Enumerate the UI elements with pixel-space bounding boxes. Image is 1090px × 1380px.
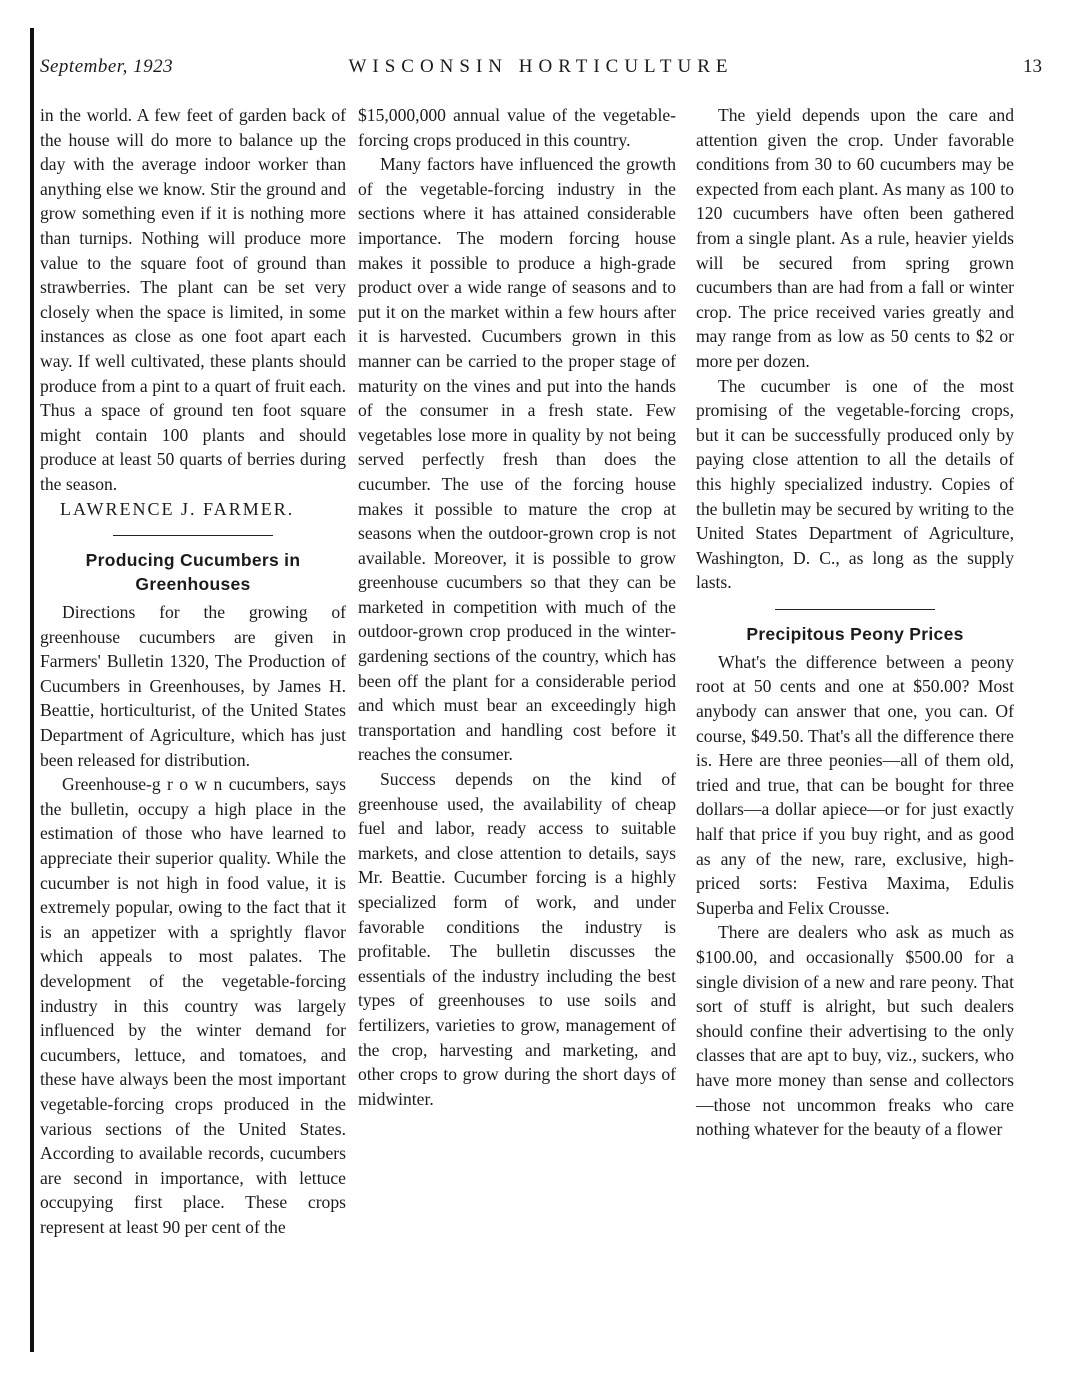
peony-paragraph-2: There are dealers who ask as much as $100.00, and occasionally $500.00 for a single division of a new and rare peony. That sort of stuff is alright, but such dealers should confine their advertising to the only classes that are apt to buy, viz., suckers, who have more money than sense and collectors—those not uncommon freaks who care nothing whatever for the beauty of a flower: [696, 922, 1014, 1140]
cucumbers-paragraph-6: The yield depends upon the care and attention given the crop. Under favorable conditions from 30 to 60 cucumbers may be expected from each plant. As many as 100 to 120 cucumbers have often been gathered from a single plant. As a rule, heavier yields will be secured from spring grown cucumbers than are had from a fall or winter crop. The price received varies greatly and may range from as low as 50 cents to $2 or more per dozen.: [696, 105, 1014, 371]
peony-paragraph-1: What's the difference between a peony root at 50 cents and one at $50.00? Most anybody can answer that one, you can. Of course, $49.50. That's all the difference there is. Here are three peonies—all of them old, tried and true, that can be bought for three dollars—a dollar apiece—or for just exactly half that price if you buy right, and as good as any of the new, rare, exclusive, high-priced sorts: Festiva Maxima, Edulis Superba and Felix Crousse.: [696, 651, 1014, 918]
column-1: [40, 103, 346, 1240]
article-divider: [775, 609, 935, 610]
article-title-cucumbers: Producing Cucumbers in Greenhouses: [85, 550, 301, 595]
running-header: [40, 56, 1042, 86]
cucumbers-paragraph-5: Success depends on the kind of greenhouse used, the availability of cheap fuel and labor, ready access to suitable markets, and close attention to details, says Mr. Beattie. Cucumber forcing is a highly specialized form of work, and under favorable conditions the industry is profitable. The bulletin discusses the essentials of the industry including the best types of greenhouses to use soils and fertilizers, varieties to grow, management of the crop, harvesting and marketing, and other crops to grow during the short days of midwinter.: [358, 769, 676, 1109]
binding-edge-rule: [30, 28, 34, 1352]
author-signature: LAWRENCE J. FARMER.: [60, 498, 295, 519]
article-divider: [113, 535, 273, 536]
article-title-peony: Precipitous Peony Prices: [746, 623, 964, 644]
issue-date: September, 1923: [40, 56, 174, 77]
cucumbers-paragraph-2: Greenhouse-g r o w n cucumbers, says the bulletin, occupy a high place in the estimation of those who have learned to appreciate their superior quality. While the cucumber is not high in food value, it is extremely popular, owing to the fact that it is an appetizer with a sprightly flavor which appeals to most palates. The development of the vegetable-forcing industry in this country was largely influenced by the winter demand for cucumbers, lettuce, and tomatoes, and these have always been the most important vegetable-forcing crops produced in the various sections of the United States. According to available records, cucumbers are second in importance, with lettuce occupying first place. These crops represent at least 90 per cent of the: [40, 774, 346, 1237]
cucumbers-paragraph-7: The cucumber is one of the most promising of the vegetable-forcing crops, but it can be successfully produced only by paying close attention to all the details of this highly specialized industry. Copies of the bulletin may be secured by writing to the United States Department of Agriculture, Washington, D. C., as long as the supply lasts.: [696, 375, 1014, 593]
column-3: [696, 103, 1014, 1142]
cucumbers-paragraph-1: Directions for the growing of greenhouse cucumbers are given in Farmers' Bulletin 1320, The Production of Cucumbers in Greenhouses, by James H. Beattie, horticulturist, of the United States Department of Agriculture, which has just been released for distribution.: [40, 602, 346, 770]
cucumbers-paragraph-3: $15,000,000 annual value of the vegetable-forcing crops produced in this country.: [358, 105, 676, 150]
column-2: [358, 103, 676, 1111]
page-number: 13: [1023, 56, 1042, 77]
journal-title: WISCONSIN HORTICULTURE: [348, 56, 734, 77]
garden-article-ending: in the world. A few feet of garden back of the house will do more to balance up the day with the average indoor worker than anything else we know. Stir the ground and grow something even if it is nothing more than turnips. Nothing will produce more value to the square foot of ground than strawberries. The plant can be set very closely when the space is limited, in some instances as close as one foot apart each way. If well cultivated, these plants should produce from a pint to a quart of fruit each. Thus a space of ground ten foot square might contain 100 plants and should produce at least 50 quarts of berries during the season.: [40, 105, 346, 494]
cucumbers-paragraph-4: Many factors have influenced the growth of the vegetable-forcing industry in the sections where it has attained considerable importance. The modern forcing house makes it possible to produce a high-grade product over a wide range of seasons and to put it on the market within a few hours after it is harvested. Cucumbers grown in this manner can be carried to the proper stage of maturity on the vines and put into the hands of the consumer in a fresh state. Few vegetables lose more in quality by not being served perfectly fresh than does the cucumber. The use of the forcing house makes it possible to mature the crop at seasons when the outdoor-grown crop is not available. Moreover, it is possible to grow greenhouse cucumbers so that they can be marketed in competition with much of the outdoor-grown crop produced in the winter-gardening sections of the country, which has been off the plant for a considerable period and which must bear an exceedingly high transportation and handling cost before it reaches the consumer.: [358, 154, 676, 765]
